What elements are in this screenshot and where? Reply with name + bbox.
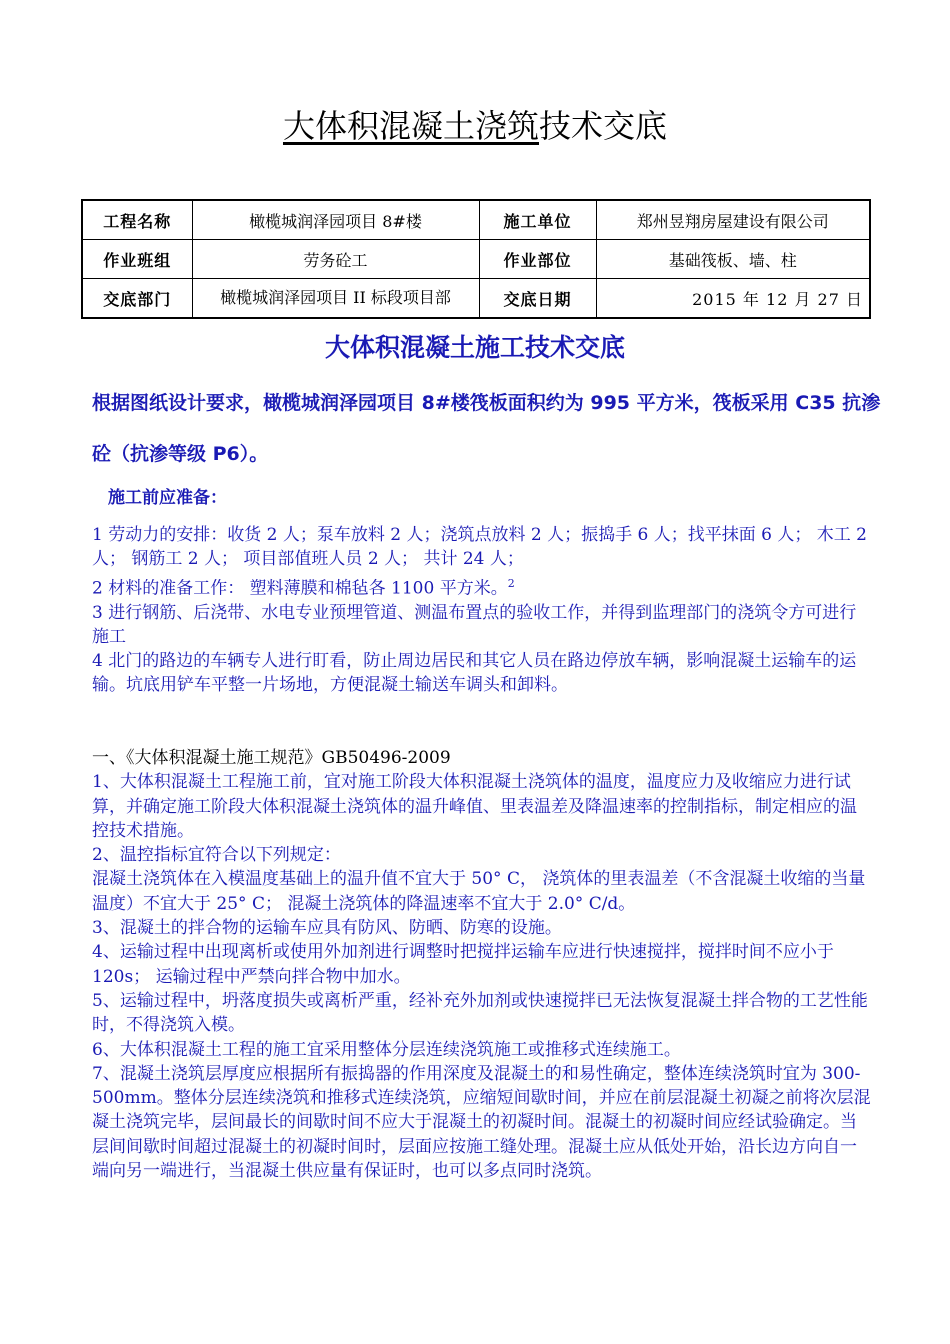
prep-list xyxy=(92,523,872,698)
table-row xyxy=(82,279,870,319)
department-value: 橄榄城润泽园项目 II 标段项目部 xyxy=(192,279,479,319)
list-item: 3、混凝土的拌合物的运输车应具有防风、防晒、防寒的设施。 xyxy=(92,918,562,939)
title-underlined: 大体积混凝土浇筑 xyxy=(282,107,539,145)
list-item: 7、混凝土浇筑层厚度应根据所有振捣器的作用深度及混凝土的和易性确定，整体连续浇筑时宜为 300-500mm。整体分层连续浇筑和推移式连续浇筑，应缩短间歇时间，并应在前层混凝土初凝之前将次层混凝土浇筑完毕，层间最长的间歇时间不应大于混凝土的初凝时间。混凝土的初凝时间应经试验确定。当层间间歇时间超过混凝土的初凝时间时，层面应按施工缝处理。混凝土应从低处开始，沿长边方向自一端向另一端进行，当混凝土供应量有保证时，也可以多点同时浇筑。 xyxy=(92,1063,871,1182)
project-name-value: 橄榄城润泽园项目 8#楼 xyxy=(192,200,479,240)
list-item: 混凝土浇筑体在入模温度基础上的温升值不宜大于 50° C， 浇筑体的里表温差（不含混凝土收缩的当量温度）不宜大于 25° C； 混凝土浇筑体的降温速率不宜大于 2.0° C/d。 xyxy=(92,869,866,914)
info-table xyxy=(81,199,871,319)
spec-heading: 一、《大体积混凝土施工规范》GB50496-2009 xyxy=(92,748,451,768)
document-title xyxy=(0,100,950,152)
list-item: 1、大体积混凝土工程施工前，宜对施工阶段大体积混凝土浇筑体的温度，温度应力及收缩应力进行试算，并确定施工阶段大体积混凝土浇筑体的温升峰值、里表温差及降温速率的控制指标，制定相应的温控技术措施。 xyxy=(92,772,857,841)
list-item xyxy=(92,572,872,601)
work-location-value: 基础筏板、墙、柱 xyxy=(596,240,870,279)
list-item: 6、大体积混凝土工程的施工宜采用整体分层连续浇筑施工或推移式连续施工。 xyxy=(92,1039,681,1060)
spec-section xyxy=(92,746,872,1183)
list-item: 1 劳动力的安排：收货 2 人；泵车放料 2 人；浇筑点放料 2 人；振捣手 6 人；找平抹面 6 人； 木工 2 人； 钢筋工 2 人； 项目部值班人员 2 人； 共计 24 人； xyxy=(92,525,867,570)
list-item: 4 北门的路边的车辆专人进行盯看，防止周边居民和其它人员在路边停放车辆，影响混凝土运输车的运输。坑底用铲车平整一片场地，方便混凝土输送车调头和卸料。 xyxy=(92,651,857,696)
work-location-label: 作业部位 xyxy=(479,240,596,279)
list-item: 5、运输过程中，坍落度损失或离析严重，经补充外加剂或快速搅拌已无法恢复混凝土拌合物的工艺性能时，不得浇筑入模。 xyxy=(92,990,868,1036)
work-team-value: 劳务砼工 xyxy=(192,240,479,279)
list-item: 2、温控指标宜符合以下列规定： xyxy=(92,845,341,866)
section-title: 大体积混凝土施工技术交底 xyxy=(324,333,625,362)
footnote-mark: 2 xyxy=(507,576,515,590)
title-suffix: 技术交底 xyxy=(539,107,668,145)
construction-unit-label: 施工单位 xyxy=(479,200,596,240)
date-value: 2015 年 12 月 27 日 xyxy=(596,279,870,319)
project-name-label: 工程名称 xyxy=(82,200,192,240)
date-label: 交底日期 xyxy=(479,279,596,319)
list-item: 3 进行钢筋、后浇带、水电专业预埋管道、测温布置点的验收工作，并得到监理部门的浇筑令方可进行施工 xyxy=(92,602,857,647)
work-team-label: 作业班组 xyxy=(82,240,192,279)
table-row xyxy=(82,200,870,240)
department-label: 交底部门 xyxy=(82,279,192,319)
table-row xyxy=(82,240,870,279)
intro-paragraph: 根据图纸设计要求，橄榄城润泽园项目 8#楼筏板面积约为 995 平方米，筏板采用 C35 抗渗砼（抗渗等级 P6）。 xyxy=(92,392,881,465)
list-item: 4、运输过程中出现离析或使用外加剂进行调整时把搅拌运输车应进行快速搅拌，搅拌时间不应小于 120s； 运输过程中严禁向拌合物中加水。 xyxy=(92,942,834,987)
construction-unit-value: 郑州昱翔房屋建设有限公司 xyxy=(596,200,870,240)
prep-heading: 施工前应准备： xyxy=(108,488,227,508)
list-item-text: 2 材料的准备工作： 塑料薄膜和棉毡各 1100 平方米。 xyxy=(92,578,508,599)
